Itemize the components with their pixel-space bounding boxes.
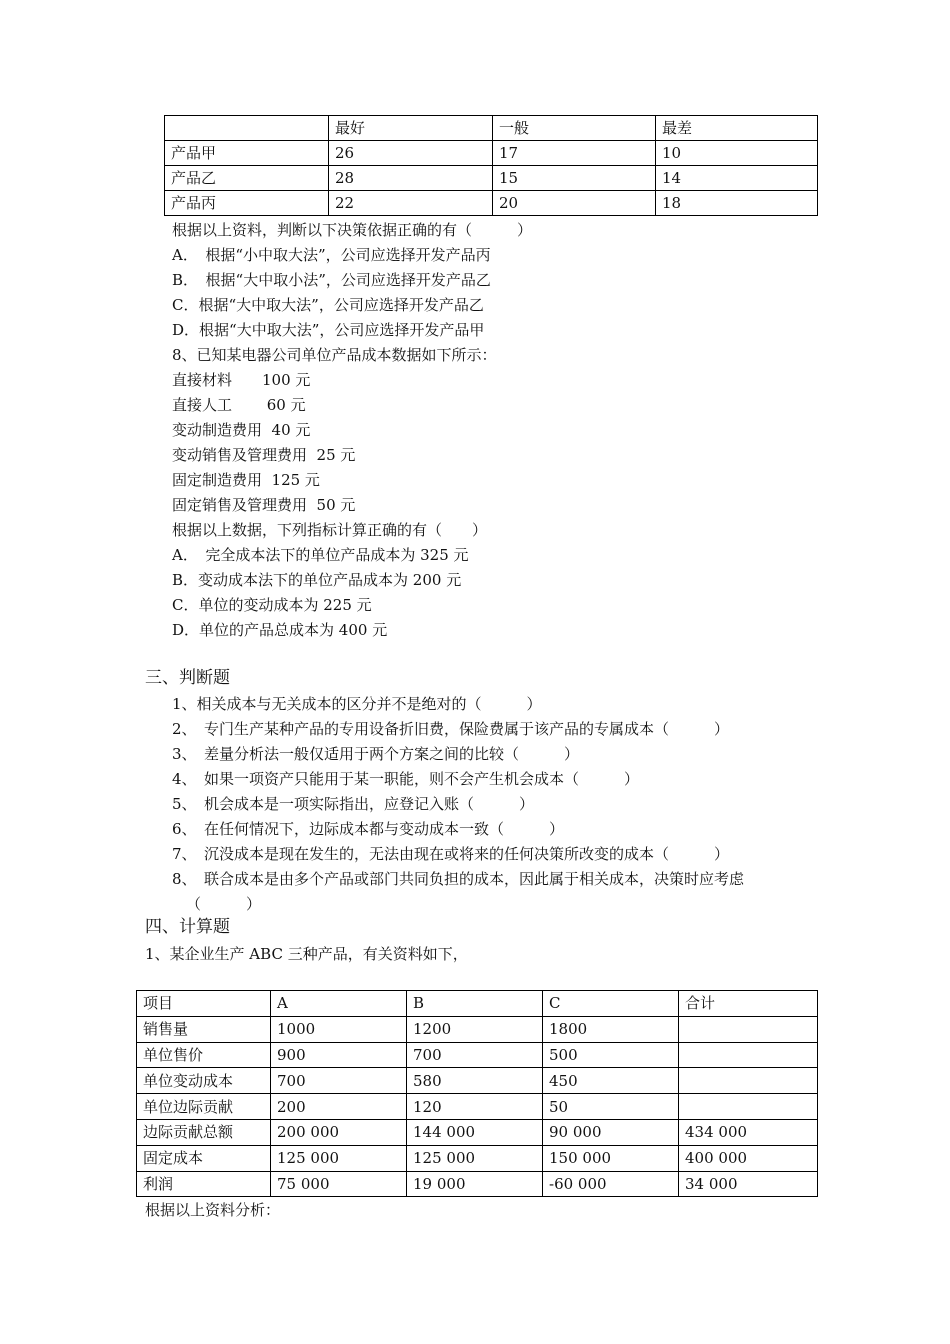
table-cell: 75 000: [271, 1171, 407, 1197]
judgment-item: 5、 机会成本是一项实际指出，应登记入账（ ）: [172, 795, 535, 813]
judgment-item: 2、 专门生产某种产品的专用设备折旧费，保险费属于该产品的专属成本（ ）: [172, 720, 730, 738]
q8-stem: 根据以上数据，下列指标计算正确的有（ ）: [172, 521, 488, 539]
table-cell: [679, 1068, 818, 1094]
table-cell: [679, 1016, 818, 1042]
table-cell: 125 000: [407, 1145, 543, 1171]
q7-option-c: C．根据“大中取大法”，公司应选择开发产品乙: [172, 296, 484, 314]
table-cell: A: [271, 991, 407, 1017]
table-row: [165, 166, 818, 191]
judgment-item: 6、 在任何情况下，边际成本都与变动成本一致（ ）: [172, 820, 565, 838]
table-cell: B: [407, 991, 543, 1017]
table-cell: 125 000: [271, 1145, 407, 1171]
table-cell: 17: [493, 141, 656, 166]
table-cell: 10: [656, 141, 818, 166]
q7-option-a: A． 根据“小中取大法”，公司应选择开发产品丙: [172, 246, 491, 264]
table-cell: 最好: [329, 116, 493, 141]
table-header-row: [165, 116, 818, 141]
q7-option-b: B． 根据“大中取小法”，公司应选择开发产品乙: [172, 271, 491, 289]
decision-table: [164, 115, 818, 216]
q7-option-d: D．根据“大中取大法”，公司应选择开发产品甲: [172, 321, 485, 339]
table-row: [165, 191, 818, 216]
q8-intro: 8、已知某电器公司单位产品成本数据如下所示：: [172, 346, 497, 364]
calc-q1-intro: 1、某企业生产 ABC 三种产品，有关资料如下，: [145, 945, 468, 963]
table-header-row: [137, 991, 818, 1017]
judgment-item: 4、 如果一项资产只能用于某一职能，则不会产生机会成本（ ）: [172, 770, 640, 788]
table-cell: 1800: [543, 1016, 679, 1042]
table-row: [137, 1068, 818, 1094]
table-cell: [679, 1094, 818, 1120]
q8-cost-item: 直接材料 100 元: [172, 371, 311, 389]
table-row: [137, 1119, 818, 1145]
table-row: [137, 1042, 818, 1068]
table-cell: 434 000: [679, 1119, 818, 1145]
table-cell: [679, 1042, 818, 1068]
table-cell: 580: [407, 1068, 543, 1094]
q8-option-d: D．单位的产品总成本为 400 元: [172, 621, 388, 639]
table-row: [137, 1094, 818, 1120]
table-row: [137, 1016, 818, 1042]
table-cell: 单位边际贡献: [137, 1094, 271, 1120]
table-cell: 150 000: [543, 1145, 679, 1171]
section4-title: 四、计算题: [145, 917, 230, 937]
table-cell: 一般: [493, 116, 656, 141]
table-cell: [165, 116, 329, 141]
q8-cost-item: 直接人工 60 元: [172, 396, 306, 414]
calc-footer: 根据以上资料分析：: [145, 1201, 281, 1219]
table-row: [137, 1171, 818, 1197]
table-row: [137, 1145, 818, 1171]
table-cell: 18: [656, 191, 818, 216]
judgment-item: 7、 沉没成本是现在发生的，无法由现在或将来的任何决策所改变的成本（ ）: [172, 845, 730, 863]
table-cell: 90 000: [543, 1119, 679, 1145]
table-cell: 单位变动成本: [137, 1068, 271, 1094]
table-cell: 120: [407, 1094, 543, 1120]
q8-cost-item: 固定制造费用 125 元: [172, 471, 320, 489]
table-cell: 14: [656, 166, 818, 191]
table-cell: 1000: [271, 1016, 407, 1042]
q8-cost-item: 变动销售及管理费用 25 元: [172, 446, 356, 464]
q8-cost-item: 固定销售及管理费用 50 元: [172, 496, 356, 514]
table-cell: 19 000: [407, 1171, 543, 1197]
section3-title: 三、判断题: [145, 668, 230, 688]
q7-stem: 根据以上资料，判断以下决策依据正确的有（ ）: [172, 221, 533, 239]
table-cell: 200 000: [271, 1119, 407, 1145]
table-cell: 项目: [137, 991, 271, 1017]
table-cell: 400 000: [679, 1145, 818, 1171]
table-cell: 1200: [407, 1016, 543, 1042]
table-cell: 500: [543, 1042, 679, 1068]
q8-cost-item: 变动制造费用 40 元: [172, 421, 311, 439]
table-cell: 利润: [137, 1171, 271, 1197]
q8-option-b: B．变动成本法下的单位产品成本为 200 元: [172, 571, 462, 589]
table-cell: 单位售价: [137, 1042, 271, 1068]
product-cost-table: [136, 990, 818, 1197]
table-cell: 34 000: [679, 1171, 818, 1197]
judgment-item: 1、相关成本与无关成本的区分并不是绝对的（ ）: [172, 695, 542, 713]
judgment-item: 3、 差量分析法一般仅适用于两个方案之间的比较（ ）: [172, 745, 580, 763]
table-cell: C: [543, 991, 679, 1017]
table-cell: 22: [329, 191, 493, 216]
table-cell: 700: [271, 1068, 407, 1094]
table-cell: 20: [493, 191, 656, 216]
table-cell: 50: [543, 1094, 679, 1120]
table-cell: 200: [271, 1094, 407, 1120]
table-cell: 边际贡献总额: [137, 1119, 271, 1145]
table-cell: 销售量: [137, 1016, 271, 1042]
table-cell: -60 000: [543, 1171, 679, 1197]
table-cell: 450: [543, 1068, 679, 1094]
table-cell: 最差: [656, 116, 818, 141]
table-cell: 15: [493, 166, 656, 191]
table-row: [165, 141, 818, 166]
table-cell: 产品乙: [165, 166, 329, 191]
table-cell: 144 000: [407, 1119, 543, 1145]
table-cell: 700: [407, 1042, 543, 1068]
judgment-item-continuation: （ ）: [186, 895, 262, 913]
q8-option-c: C．单位的变动成本为 225 元: [172, 596, 372, 614]
table-cell: 900: [271, 1042, 407, 1068]
table-cell: 固定成本: [137, 1145, 271, 1171]
table-cell: 产品丙: [165, 191, 329, 216]
table-cell: 28: [329, 166, 493, 191]
table-cell: 产品甲: [165, 141, 329, 166]
q8-option-a: A． 完全成本法下的单位产品成本为 325 元: [172, 546, 469, 564]
judgment-item: 8、 联合成本是由多个产品或部门共同负担的成本，因此属于相关成本，决策时应考虑: [172, 870, 745, 888]
table-cell: 26: [329, 141, 493, 166]
table-cell: 合计: [679, 991, 818, 1017]
